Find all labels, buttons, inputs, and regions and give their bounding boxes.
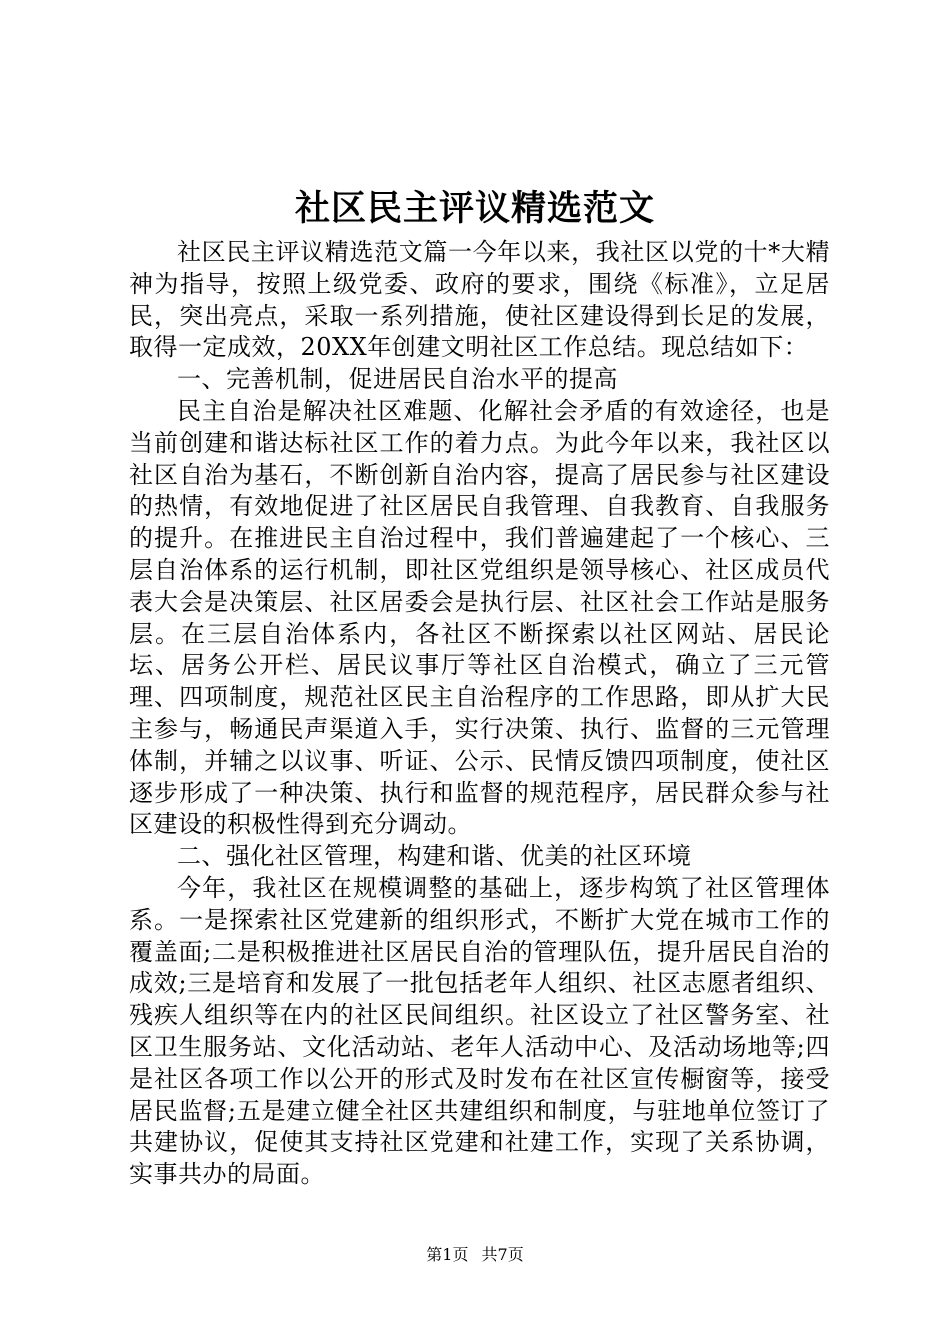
document-title: 社区民主评议精选范文 [294, 188, 655, 229]
page-number: 第1页 [426, 1245, 469, 1264]
document-body [129, 237, 830, 1191]
section-heading-2: 二、强化社区管理，构建和谐、优美的社区环境 [177, 842, 692, 871]
page-footer [0, 1244, 950, 1266]
page-total: 共7页 [481, 1245, 524, 1264]
section-paragraph-1: 民主自治是解决社区难题、化解社会矛盾的有效途径，也是当前创建和谐达标社区工作的着力点。为此今年以来，我社区以社区自治为基石，不断创新自治内容，提高了居民参与社区建设的热情，有效地促进了社区居民自我管理、自我教育、自我服务的提升。在推进民主自治过程中，我们普遍建起了一个核心、三层自治体系的运行机制，即社区党组织是领导核心、社区成员代表大会是决策层、社区居委会是执行层、社区社会工作站是服务层。在三层自治体系内，各社区不断探索以社区网站、居民论坛、居务公开栏、居民议事厅等社区自治模式，确立了三元管理、四项制度，规范社区民主自治程序的工作思路，即从扩大民主参与，畅通民声渠道入手，实行决策、执行、监督的三元管理体制，并辅之以议事、听证、公示、民情反馈四项制度，使社区逐步形成了一种决策、执行和监督的规范程序，居民群众参与社区建设的积极性得到充分调动。 [129, 396, 830, 839]
intro-paragraph: 社区民主评议精选范文篇一今年以来，我社区以党的十*大精神为指导，按照上级党委、政府的要求，围绕《标准》，立足居民，突出亮点，采取一系列措施，使社区建设得到长足的发展，取得一定成效，20XX年创建文明社区工作总结。现总结如下： [129, 238, 830, 362]
section-paragraph-2: 今年，我社区在规模调整的基础上，逐步构筑了社区管理体系。一是探索社区党建新的组织形式，不断扩大党在城市工作的覆盖面;二是积极推进社区居民自治的管理队伍，提升居民自治的成效;三是培育和发展了一批包括老年人组织、社区志愿者组织、残疾人组织等在内的社区民间组织。社区设立了社区警务室、社区卫生服务站、文化活动站、老年人活动中心、及活动场地等;四是社区各项工作以公开的形式及时发布在社区宣传橱窗等，接受居民监督;五是建立健全社区共建组织和制度，与驻地单位签订了共建协议，促使其支持社区党建和社建工作，实现了关系协调，实事共办的局面。 [129, 873, 830, 1189]
section-heading-1: 一、完善机制，促进居民自治水平的提高 [177, 365, 618, 394]
